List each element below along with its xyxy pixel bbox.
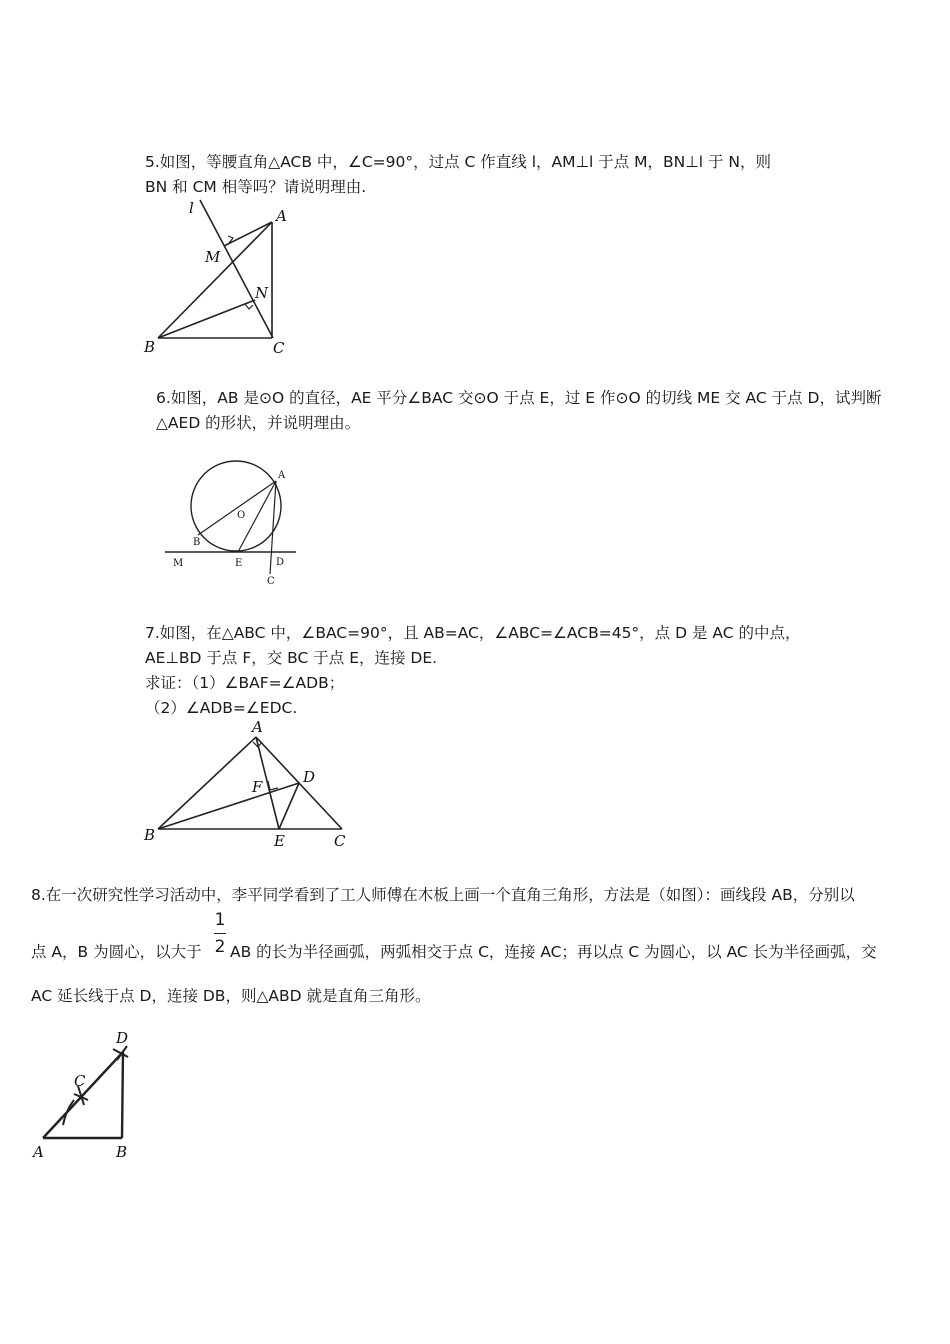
q5-text-line2: BN 和 CM 相等吗？请说明理由.: [145, 178, 367, 196]
q5-label-N: N: [255, 284, 269, 302]
q8-text-line2-post: AB 的长为半径画弧，两弧相交于点 C，连接 AC；再以点 C 为圆心，以 AC 长为半径画弧，交: [230, 943, 877, 961]
q7-text-line3: 求证：（1）∠BAF=∠ADB；: [145, 674, 345, 692]
q7-text-line1: 7.如图，在△ABC 中，∠BAC=90°，且 AB=AC，∠ABC=∠ACB=45°，点 D 是 AC 的中点，: [145, 624, 801, 642]
q8-text-line3: AC 延长线于点 D，连接 DB，则△ABD 就是直角三角形。: [31, 987, 431, 1005]
q7-text-line4: （2）∠ADB=∠EDC.: [145, 699, 298, 717]
q5-label-M: M: [205, 248, 221, 266]
q7-label-F: F: [252, 778, 263, 796]
q6-label-A: A: [278, 470, 286, 481]
q7-label-D: D: [303, 768, 316, 786]
q8-label-B: B: [116, 1143, 128, 1161]
q8-text-line1: 8.在一次研究性学习活动中，李平同学看到了工人师傅在木板上画一个直角三角形，方法是（如图）：画线段 AB，分别以: [31, 886, 855, 904]
q7-label-A: A: [252, 718, 263, 736]
q6-label-B: B: [193, 537, 201, 548]
q5-label-C: C: [273, 339, 285, 357]
q8-fraction-numerator: 1: [214, 910, 226, 930]
q5-label-l: l: [189, 199, 194, 217]
q6-label-C: C: [267, 576, 275, 587]
q8-fraction-denominator: 2: [214, 937, 226, 957]
q8-label-C: C: [74, 1072, 86, 1090]
q7-label-E: E: [274, 832, 285, 850]
q6-label-D: D: [276, 557, 285, 568]
q8-text-line2-pre: 点 A，B 为圆心，以大于: [31, 943, 202, 961]
q5-label-A: A: [276, 207, 287, 225]
q7-label-C: C: [334, 832, 346, 850]
q6-text-line2: △AED 的形状，并说明理由。: [156, 414, 361, 432]
q5-label-B: B: [144, 338, 156, 356]
q8-label-D: D: [116, 1029, 129, 1047]
q7-text-line2: AE⊥BD 于点 F，交 BC 于点 E，连接 DE.: [145, 649, 438, 667]
q5-text-line1: 5.如图，等腰直角△ACB 中，∠C=90°，过点 C 作直线 l，AM⊥l 于点 M，BN⊥l 于 N，则: [145, 153, 772, 171]
q8-label-A: A: [33, 1143, 44, 1161]
q7-label-B: B: [144, 826, 156, 844]
q6-label-E: E: [235, 558, 243, 569]
q6-label-O: O: [237, 510, 246, 521]
q6-text-line1: 6.如图，AB 是⊙O 的直径，AE 平分∠BAC 交⊙O 于点 E，过 E 作⊙O 的切线 ME 交 AC 于点 D，试判断: [156, 389, 882, 407]
q6-label-M: M: [173, 558, 184, 569]
